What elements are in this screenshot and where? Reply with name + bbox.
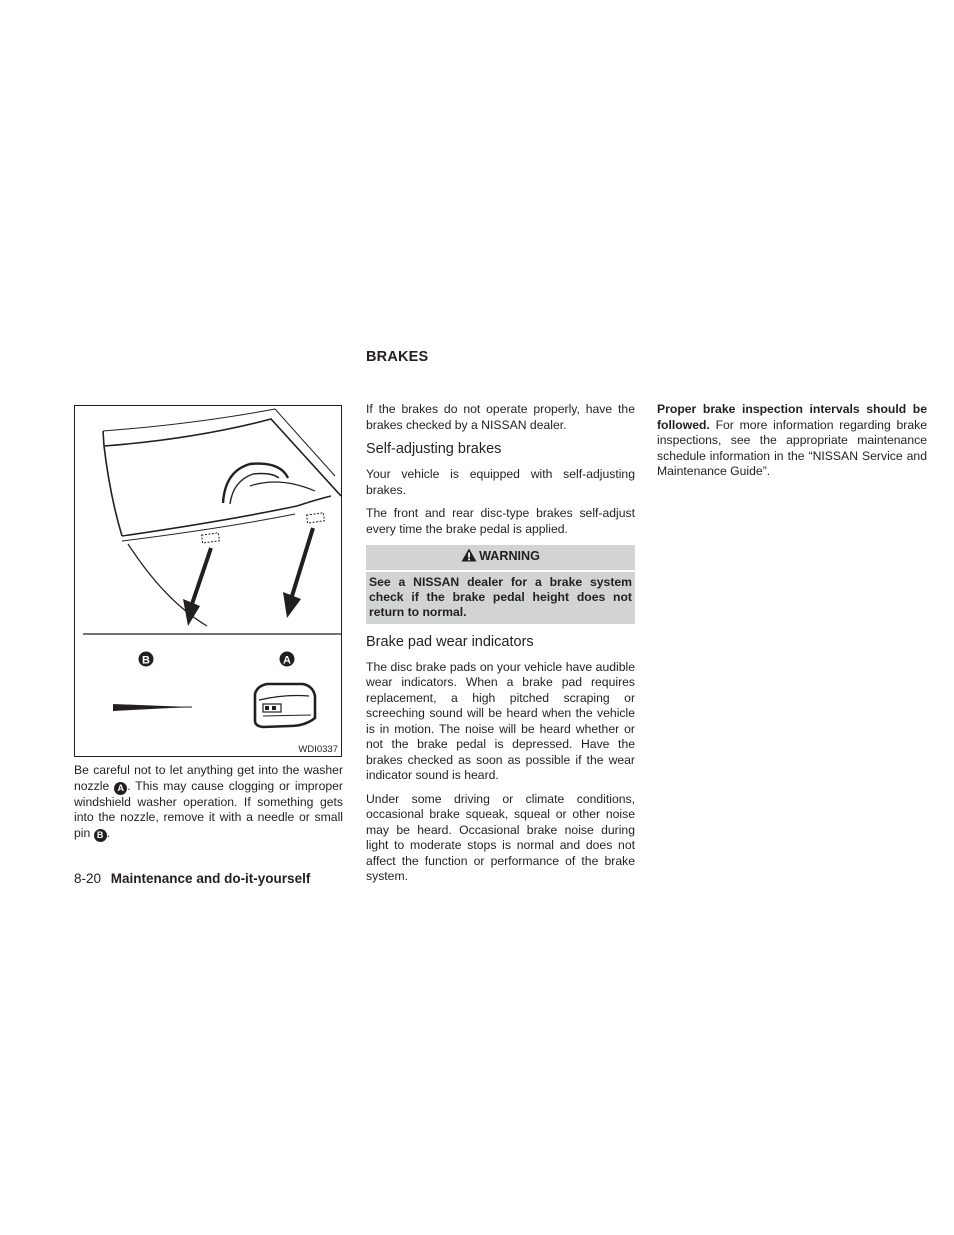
page-footer [74,871,310,886]
self-adjusting-paragraph-1: Your vehicle is equipped with self-adjusting brakes. [366,467,635,497]
brakes-intro: If the brakes do not operate properly, have the brakes checked by a NISSAN dealer. [366,402,635,432]
inspection-text: For more information regarding brake inspections, see the appropriate maintenance schedule information in the “NISSAN Service and Maintenance Guide”. [657,417,927,478]
washer-nozzle-illustration [75,406,341,756]
page-number: 8-20 [74,871,102,886]
self-adjusting-paragraph-2: The front and rear disc-type brakes self-adjust every time the brake pedal is applied. [366,506,635,536]
caption-text-2: . This may cause clogging or improper windshield washer operation. If something gets into the nozzle, remove it with a needle or small pin [74,778,343,840]
caption-text-1: Be careful not to let anything get into the washer nozzle [74,763,343,793]
warning-icon [461,548,477,567]
figure-code: WDI0337 [298,744,338,755]
pad-wear-paragraph-2: Under some driving or climate conditions, occasional brake squeak, squeal or other noise may be heard. Occasional brake noise during light to moderate stops is normal and does not affect the function or performance of the brake system. [366,791,635,883]
footer-section: Maintenance and do-it-yourself [110,871,311,886]
self-adjusting-heading: Self-adjusting brakes [366,441,502,457]
washer-nozzle-figure [74,405,342,757]
label-b: B [142,654,150,667]
warning-box [366,545,635,624]
warning-text: See a NISSAN dealer for a brake system check if the brake pedal height does not return to normal. [369,574,632,619]
marker-b-icon: B [94,829,107,842]
warning-header [366,545,635,572]
inspection-lead: Proper brake inspection intervals should be followed. [657,402,927,432]
label-a: A [283,654,291,667]
inspection-column [657,402,927,488]
pad-wear-heading: Brake pad wear indicators [366,633,534,650]
figure-caption [74,763,343,850]
brakes-column [366,402,635,893]
warning-title: WARNING [479,549,540,563]
inspection-paragraph [657,402,927,480]
marker-a-icon: A [114,782,127,795]
pad-wear-paragraph-1: The disc brake pads on your vehicle have audible wear indicators. When a brake pad requires replacement, a high pitched scraping or screeching sound will be heard when the vehicle is in motion. The noise will be heard whether or not the brake pedal is depressed. Have the brakes checked as soon as possible if the wear indicator sound is heard. [366,659,635,782]
caption-text-3: . [106,825,111,840]
section-title: BRAKES [366,349,429,365]
